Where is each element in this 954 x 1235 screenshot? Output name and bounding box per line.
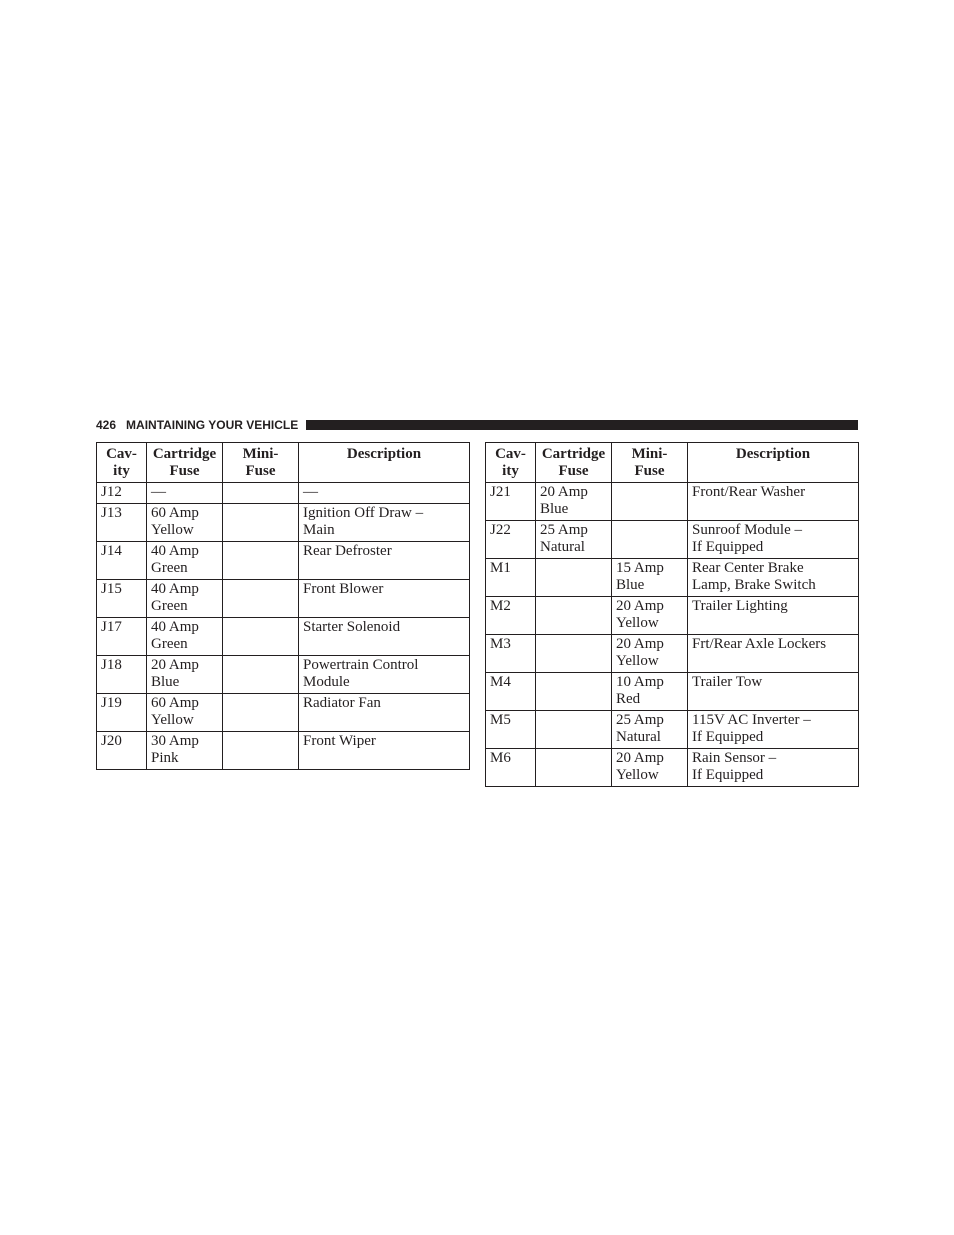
description-cell: Frt/Rear Axle Lockers [688, 635, 859, 673]
column-header-description: Description [688, 443, 859, 483]
description-cell: Sunroof Module – If Equipped [688, 521, 859, 559]
table-row [97, 732, 470, 770]
cartridge-fuse-cell: — [147, 483, 223, 504]
mini-fuse-cell: 20 Amp Yellow [612, 749, 688, 787]
table-row [486, 483, 859, 521]
cartridge-fuse-cell: 60 Amp Yellow [147, 504, 223, 542]
table-row [97, 656, 470, 694]
mini-fuse-cell [223, 618, 299, 656]
table-row [97, 483, 470, 504]
cavity-cell: J18 [97, 656, 147, 694]
cartridge-fuse-cell [536, 635, 612, 673]
table-header-row [97, 443, 470, 483]
mini-fuse-cell [223, 732, 299, 770]
description-cell: Powertrain Control Module [299, 656, 470, 694]
header-rule [306, 420, 858, 430]
description-cell: Starter Solenoid [299, 618, 470, 656]
mini-fuse-cell [612, 521, 688, 559]
cavity-cell: J17 [97, 618, 147, 656]
description-cell: Front Wiper [299, 732, 470, 770]
table-row [97, 618, 470, 656]
cavity-cell: J19 [97, 694, 147, 732]
cavity-cell: J12 [97, 483, 147, 504]
column-header-cavity: Cav- ity [97, 443, 147, 483]
description-cell: Trailer Tow [688, 673, 859, 711]
cavity-cell: M4 [486, 673, 536, 711]
cavity-cell: M5 [486, 711, 536, 749]
cavity-cell: M3 [486, 635, 536, 673]
cartridge-fuse-cell: 30 Amp Pink [147, 732, 223, 770]
table-row [486, 597, 859, 635]
page-number: 426 [96, 417, 117, 432]
cartridge-fuse-cell: 60 Amp Yellow [147, 694, 223, 732]
description-cell: Rain Sensor – If Equipped [688, 749, 859, 787]
cartridge-fuse-cell [536, 559, 612, 597]
description-cell: Rear Center Brake Lamp, Brake Switch [688, 559, 859, 597]
cartridge-fuse-cell: 20 Amp Blue [147, 656, 223, 694]
column-header-cartridge-fuse: Cartridge Fuse [536, 443, 612, 483]
mini-fuse-cell [223, 656, 299, 694]
description-cell: 115V AC Inverter – If Equipped [688, 711, 859, 749]
table-row [486, 559, 859, 597]
cartridge-fuse-cell [536, 673, 612, 711]
mini-fuse-cell [223, 694, 299, 732]
cavity-cell: J22 [486, 521, 536, 559]
page-header [96, 417, 858, 432]
description-cell: Trailer Lighting [688, 597, 859, 635]
cavity-cell: M1 [486, 559, 536, 597]
column-header-cartridge-fuse: Cartridge Fuse [147, 443, 223, 483]
table-row [97, 542, 470, 580]
description-cell: Front/Rear Washer [688, 483, 859, 521]
mini-fuse-cell: 15 Amp Blue [612, 559, 688, 597]
table-row [486, 749, 859, 787]
table-row [97, 504, 470, 542]
cavity-cell: J15 [97, 580, 147, 618]
mini-fuse-cell: 20 Amp Yellow [612, 597, 688, 635]
table-row [486, 635, 859, 673]
mini-fuse-cell [223, 580, 299, 618]
cavity-cell: M2 [486, 597, 536, 635]
cartridge-fuse-cell: 25 Amp Natural [536, 521, 612, 559]
cavity-cell: M6 [486, 749, 536, 787]
mini-fuse-cell: 25 Amp Natural [612, 711, 688, 749]
section-title: MAINTAINING YOUR VEHICLE [126, 417, 299, 432]
cartridge-fuse-cell [536, 711, 612, 749]
cartridge-fuse-cell: 40 Amp Green [147, 618, 223, 656]
description-cell: Ignition Off Draw – Main [299, 504, 470, 542]
cartridge-fuse-cell [536, 597, 612, 635]
column-header-description: Description [299, 443, 470, 483]
cavity-cell: J14 [97, 542, 147, 580]
description-cell: Front Blower [299, 580, 470, 618]
column-header-cavity: Cav- ity [486, 443, 536, 483]
mini-fuse-cell: 20 Amp Yellow [612, 635, 688, 673]
table-header-row [486, 443, 859, 483]
description-cell: Rear Defroster [299, 542, 470, 580]
cavity-cell: J21 [486, 483, 536, 521]
mini-fuse-cell [223, 483, 299, 504]
table-row [486, 521, 859, 559]
mini-fuse-cell [223, 504, 299, 542]
mini-fuse-cell [612, 483, 688, 521]
table-row [97, 694, 470, 732]
column-header-mini-fuse: Mini- Fuse [223, 443, 299, 483]
cartridge-fuse-cell [536, 749, 612, 787]
cartridge-fuse-cell: 40 Amp Green [147, 542, 223, 580]
cavity-cell: J20 [97, 732, 147, 770]
mini-fuse-cell: 10 Amp Red [612, 673, 688, 711]
cartridge-fuse-cell: 40 Amp Green [147, 580, 223, 618]
cavity-cell: J13 [97, 504, 147, 542]
table-row [486, 711, 859, 749]
cartridge-fuse-cell: 20 Amp Blue [536, 483, 612, 521]
description-cell: Radiator Fan [299, 694, 470, 732]
table-row [97, 580, 470, 618]
mini-fuse-cell [223, 542, 299, 580]
column-header-mini-fuse: Mini- Fuse [612, 443, 688, 483]
table-row [486, 673, 859, 711]
fuse-table-left [96, 442, 470, 770]
description-cell: — [299, 483, 470, 504]
fuse-table-right [485, 442, 859, 787]
